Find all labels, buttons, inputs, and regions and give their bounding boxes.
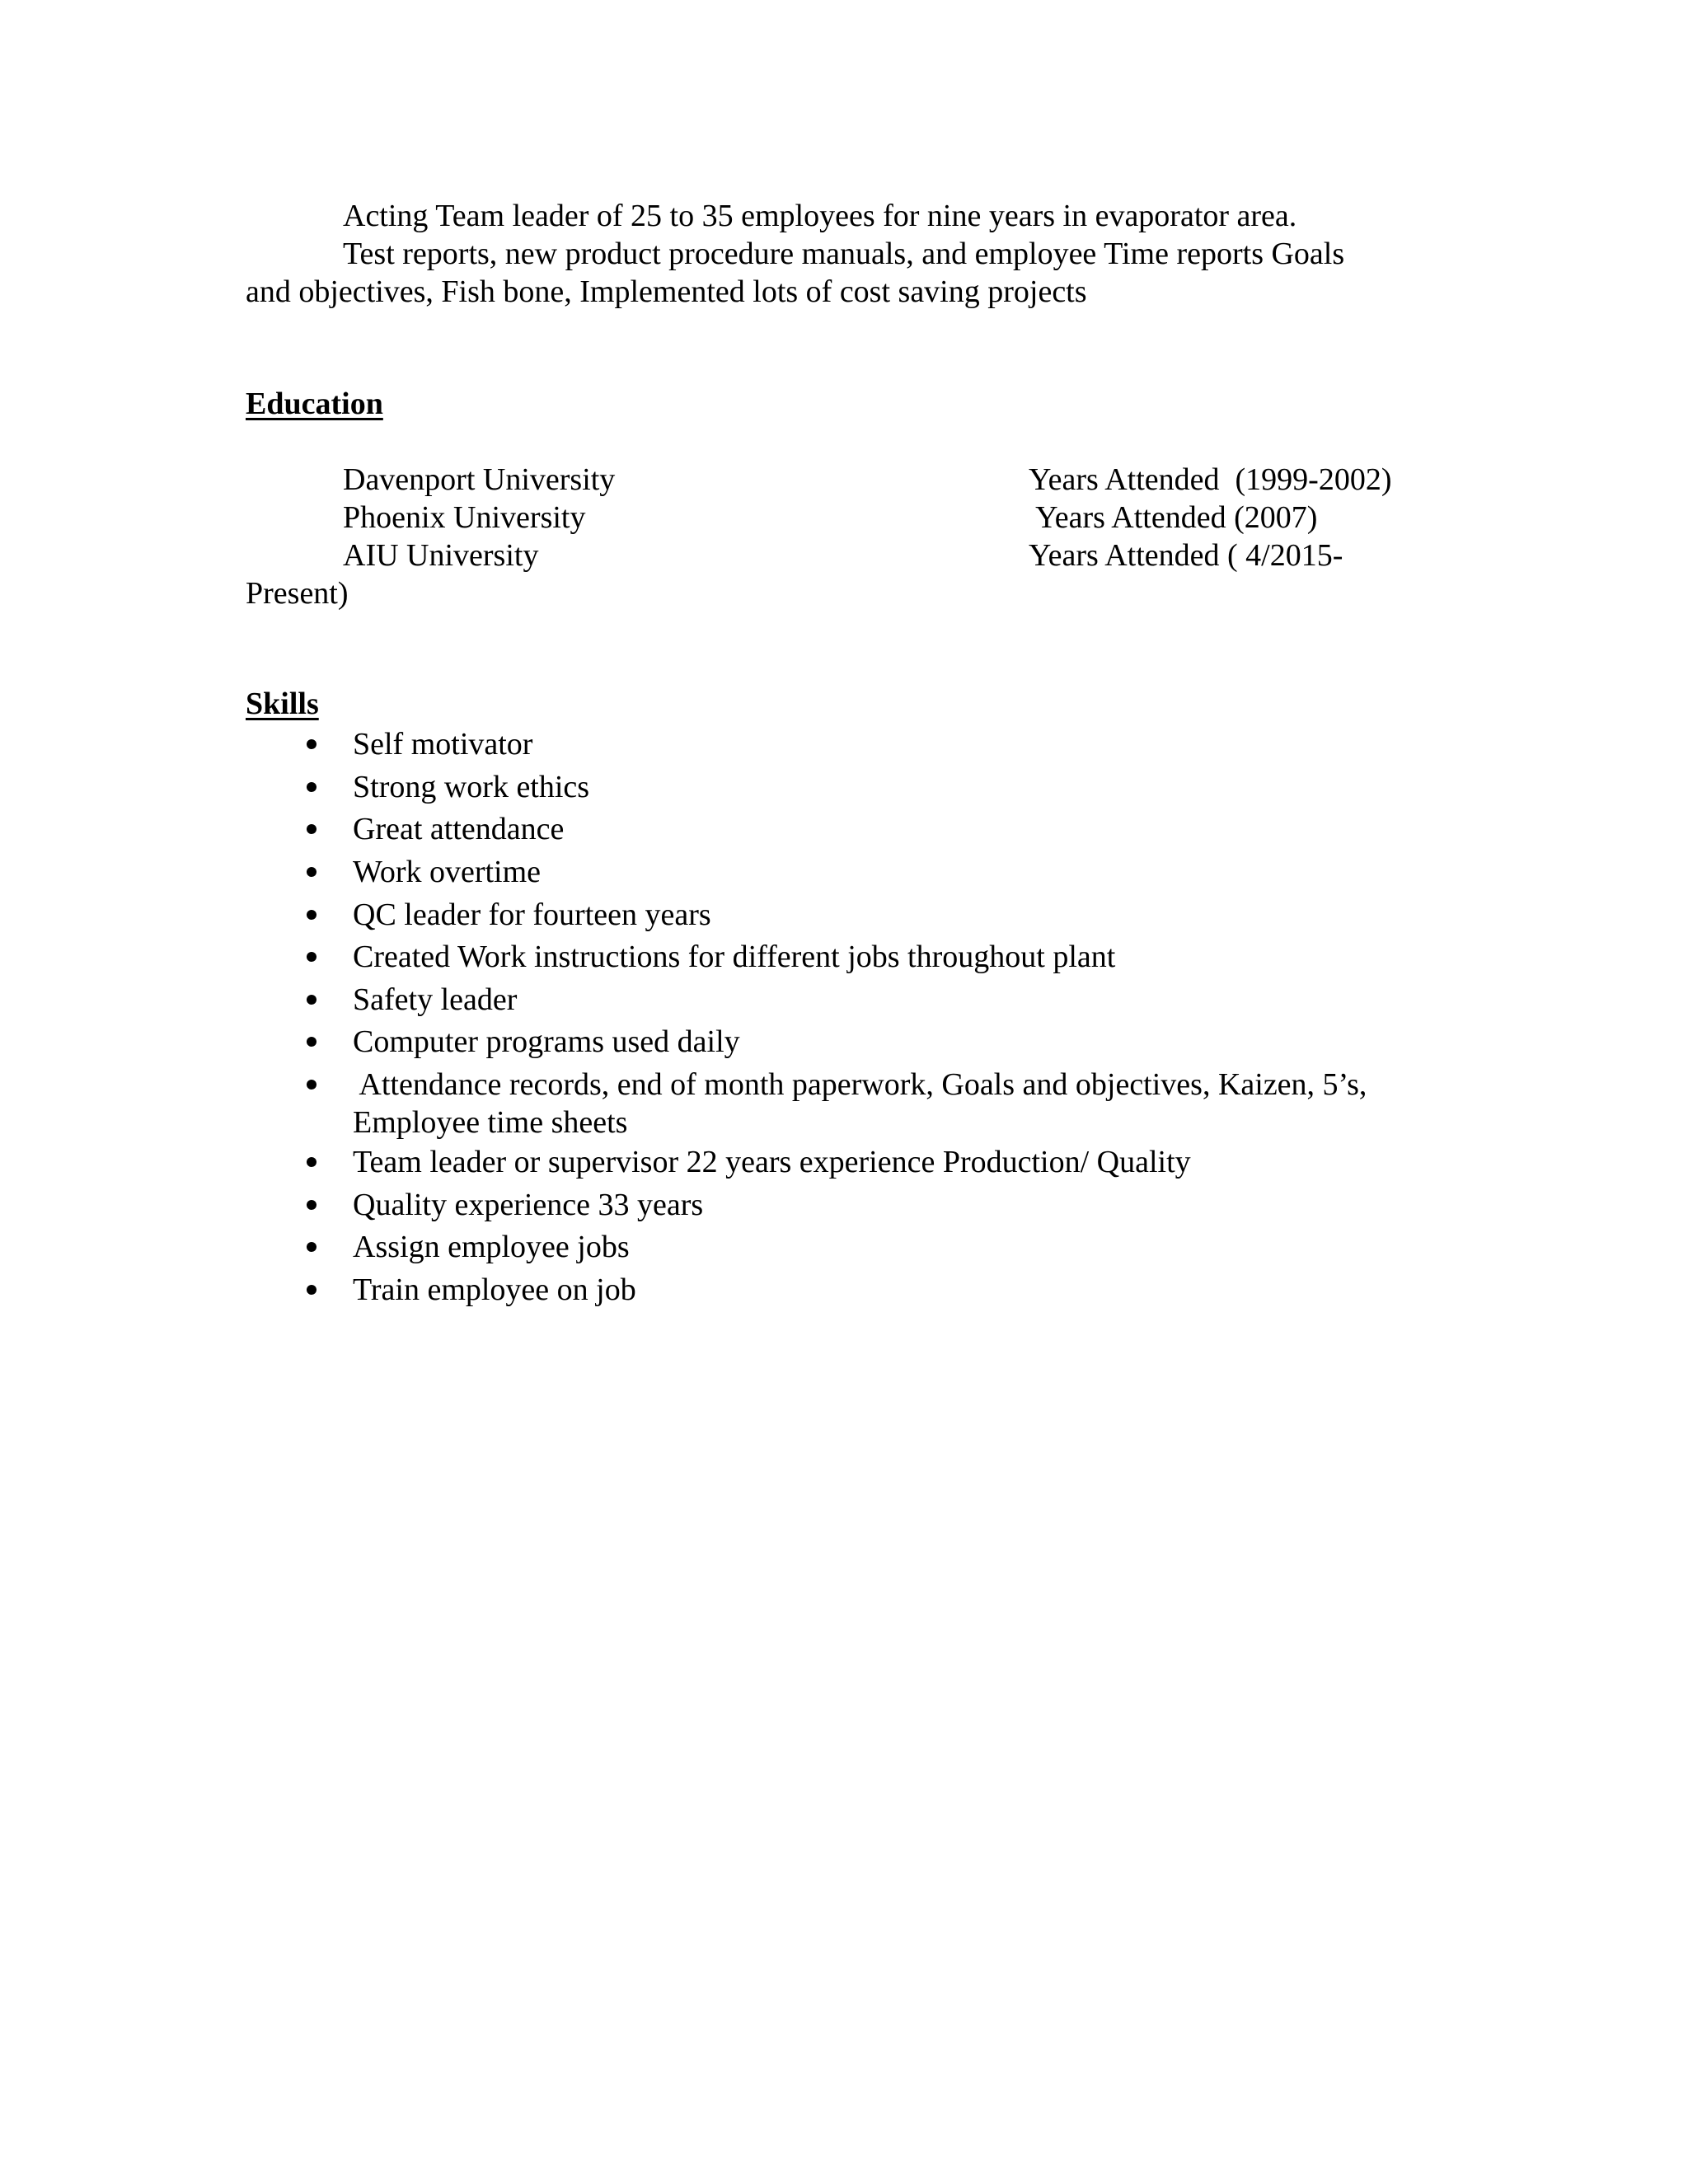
education-heading: Education [246,387,383,421]
skill-item: Quality experience 33 years [353,1188,704,1222]
intro-line-2: Test reports, new product procedure manuals, and employee Time reports Goals [343,237,1345,271]
skill-item: Created Work instructions for different jobs throughout plant [353,940,1116,974]
skill-item: Great attendance [353,812,565,846]
school-years-continuation: Present) [246,576,349,611]
skill-item: QC leader for fourteen years [353,898,711,932]
skill-item: Strong work ethics [353,770,590,804]
skill-item-continuation: Employee time sheets [353,1105,628,1140]
school-name: AIU University [343,538,539,573]
skill-item: Computer programs used daily [353,1024,740,1059]
school-years: Years Attended ( 4/2015- [1029,538,1343,573]
skill-item: Assign employee jobs [353,1230,630,1264]
skill-item: Team leader or supervisor 22 years experience Production/ Quality [353,1145,1191,1179]
skill-item: Safety leader [353,982,518,1017]
school-years: Years Attended (2007) [1029,500,1318,535]
skill-item: Attendance records, end of month paperwork, Goals and objectives, Kaizen, 5’s, [353,1067,1367,1102]
skill-item: Self motivator [353,727,533,762]
school-years: Years Attended (1999-2002) [1029,462,1392,497]
intro-line-1: Acting Team leader of 25 to 35 employees for nine years in evaporator area. [343,199,1297,233]
skill-item: Train employee on job [353,1272,636,1307]
intro-line-3: and objectives, Fish bone, Implemented lots of cost saving projects [246,274,1087,309]
skills-heading: Skills [246,687,319,721]
school-name: Davenport University [343,462,616,497]
school-name: Phoenix University [343,500,586,535]
skill-item: Work overtime [353,855,542,889]
